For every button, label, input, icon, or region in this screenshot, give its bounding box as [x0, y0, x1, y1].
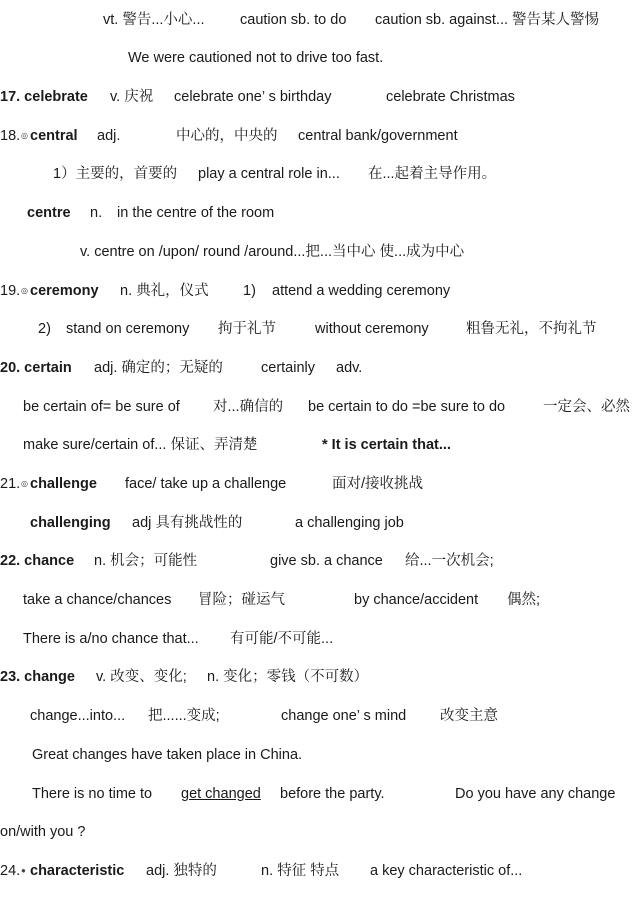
headword: challenge	[30, 476, 97, 492]
text-segment: get changed	[181, 786, 261, 802]
bullet-mark-icon: ◎	[21, 286, 28, 295]
text-segment: 在...起着主导作用。	[368, 166, 497, 182]
headword: ceremony	[30, 283, 99, 299]
text-segment: change...into...	[30, 708, 126, 724]
document-line	[0, 822, 640, 842]
text-segment: n. 特征 特点	[261, 863, 340, 879]
headword: characteristic	[30, 863, 125, 879]
text-segment: We were cautioned not to drive too fast.	[128, 50, 384, 66]
text-segment: 对...确信的	[213, 399, 284, 415]
text-segment: change one’ s mind	[281, 708, 407, 724]
headword: 20. certain	[0, 360, 72, 376]
text-segment: adj. 独特的	[146, 863, 217, 879]
text-segment: 1）主要的，首要的	[53, 166, 178, 182]
document-line	[0, 281, 640, 301]
text-segment: vt. 警告...小心...	[103, 12, 205, 28]
document-line	[0, 745, 640, 765]
text-segment: adv.	[336, 360, 363, 376]
text-segment: central bank/government	[298, 128, 458, 144]
text-segment: celebrate Christmas	[386, 89, 515, 105]
document-line	[0, 706, 640, 726]
text-segment: 1)	[243, 283, 256, 299]
text-segment: give sb. a chance	[270, 553, 383, 569]
document-line	[0, 87, 640, 107]
headword: * It is certain that...	[322, 437, 451, 453]
text-segment: caution sb. against... 警告某人警惕	[375, 12, 600, 28]
text-segment: celebrate one’ s birthday	[174, 89, 332, 105]
text-segment: make sure/certain of... 保证、弄清楚	[23, 437, 258, 453]
text-segment: 一定会、必然	[543, 399, 630, 415]
text-segment: 19.	[0, 283, 21, 299]
text-segment: 21.	[0, 476, 21, 492]
text-segment: attend a wedding ceremony	[272, 283, 451, 299]
text-segment: Do you have any change	[455, 786, 616, 802]
document-line	[0, 861, 640, 881]
text-segment: 冒险；碰运气	[198, 592, 285, 608]
text-segment: on/with you ?	[0, 824, 86, 840]
document-line	[0, 590, 640, 610]
text-segment: 偶然;	[507, 592, 541, 608]
headword: 17. celebrate	[0, 89, 88, 105]
text-segment: without ceremony	[315, 321, 429, 337]
headword: central	[30, 128, 78, 144]
text-segment: 粗鲁无礼，不拘礼节	[466, 321, 597, 337]
headword: 22. chance	[0, 553, 75, 569]
text-segment: a challenging job	[295, 515, 404, 531]
document-line	[0, 397, 640, 417]
text-segment: be certain to do =be sure to do	[308, 399, 506, 415]
text-segment: 中心的，中央的	[176, 128, 278, 144]
document-line	[0, 358, 640, 378]
text-segment: 2)	[38, 321, 51, 337]
text-segment: caution sb. to do	[240, 12, 347, 28]
document-line	[0, 48, 640, 68]
text-segment: 18.	[0, 128, 21, 144]
document-line	[0, 629, 640, 649]
text-segment: by chance/accident	[354, 592, 479, 608]
text-segment: stand on ceremony	[66, 321, 190, 337]
text-segment: be certain of= be sure of	[23, 399, 180, 415]
text-segment: n.	[90, 205, 103, 221]
document-line	[0, 551, 640, 571]
text-segment: 改变主意	[440, 708, 498, 724]
text-segment: 拘于礼节	[218, 321, 276, 337]
document-line	[0, 435, 640, 455]
document-line	[0, 474, 640, 494]
text-segment: 把......变成;	[148, 708, 220, 724]
text-segment: certainly	[261, 360, 315, 376]
text-segment: v. centre on /upon/ round /around...把...当中心 使...成为中心	[80, 244, 465, 260]
document-line	[0, 126, 640, 146]
text-segment: v. 改变、变化;	[96, 669, 187, 685]
text-segment: take a chance/chances	[23, 592, 172, 608]
text-segment: n. 典礼，仪式	[120, 283, 209, 299]
document-line	[0, 242, 640, 262]
headword: 23. change	[0, 669, 75, 685]
text-segment: 面对/接收挑战	[332, 476, 424, 492]
text-segment: play a central role in...	[198, 166, 340, 182]
text-segment: 有可能/不可能...	[230, 631, 334, 647]
document-line	[0, 513, 640, 533]
text-segment: n. 变化；零钱（不可数）	[207, 669, 369, 685]
text-segment: adj.	[97, 128, 121, 144]
document-line	[0, 784, 640, 804]
text-segment: v. 庆祝	[110, 89, 154, 105]
text-segment: There is a/no chance that...	[23, 631, 199, 647]
text-segment: 24.	[0, 863, 21, 879]
bullet-mark-icon: ●	[21, 866, 26, 875]
text-segment: Great changes have taken place in China.	[32, 747, 303, 763]
bullet-mark-icon: ◎	[21, 131, 28, 140]
document-line	[0, 164, 640, 184]
text-segment: n. 机会；可能性	[94, 553, 198, 569]
headword: centre	[27, 205, 71, 221]
text-segment: adj. 确定的；无疑的	[94, 360, 223, 376]
headword: challenging	[30, 515, 111, 531]
document-line	[0, 10, 640, 30]
document-line	[0, 319, 640, 339]
text-segment: before the party.	[280, 786, 385, 802]
text-segment: adj 具有挑战性的	[132, 515, 243, 531]
text-segment: There is no time to	[32, 786, 153, 802]
document-line	[0, 203, 640, 223]
text-segment: face/ take up a challenge	[125, 476, 287, 492]
bullet-mark-icon: ◎	[21, 479, 28, 488]
text-segment: in the centre of the room	[117, 205, 275, 221]
text-segment: a key characteristic of...	[370, 863, 523, 879]
text-segment: 给...一次机会;	[405, 553, 494, 569]
document-line	[0, 667, 640, 687]
